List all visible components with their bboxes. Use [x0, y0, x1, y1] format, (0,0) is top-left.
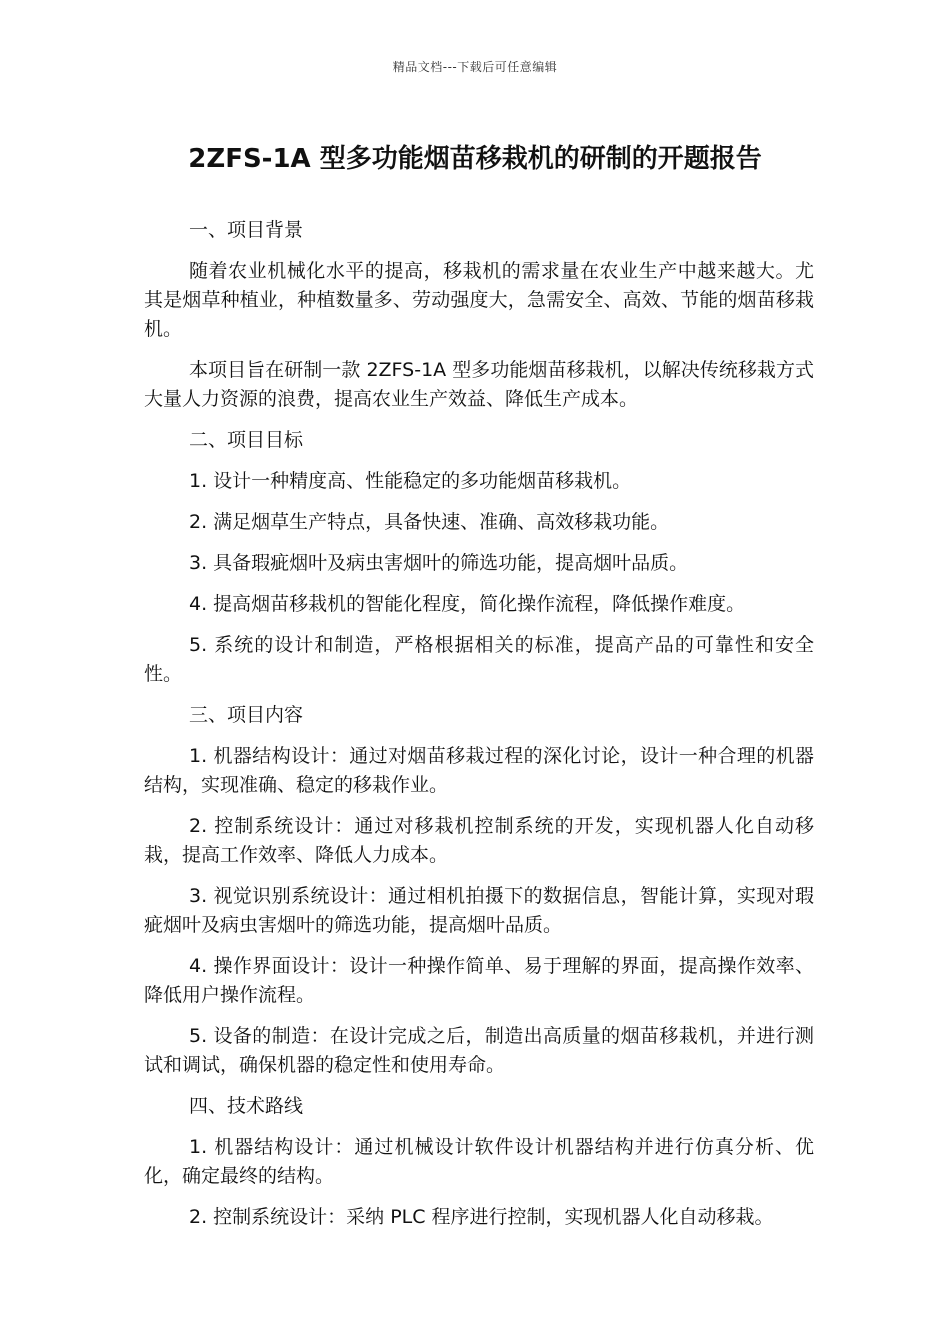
list-item: 5. 系统的设计和制造，严格根据相关的标准，提高产品的可靠性和安全性。	[144, 634, 814, 685]
paragraph: 本项目旨在研制一款 2ZFS-1A 型多功能烟苗移栽机，以解决传统移栽方式大量人力资源的浪费，提高农业生产效益、降低生产成本。	[144, 359, 814, 410]
document-body	[144, 216, 814, 1244]
list-item: 3. 具备瑕疵烟叶及病虫害烟叶的筛选功能，提高烟叶品质。	[189, 552, 689, 574]
paragraph: 随着农业机械化水平的提高，移栽机的需求量在农业生产中越来越大。尤其是烟草种植业，种植数量多、劳动强度大，急需安全、高效、节能的烟苗移栽机。	[144, 260, 814, 340]
document-title: 2ZFS-1A 型多功能烟苗移栽机的研制的开题报告	[188, 144, 762, 174]
section-heading: 四、技术路线	[189, 1095, 304, 1117]
section-goals	[144, 426, 814, 689]
section-heading: 一、项目背景	[189, 219, 304, 241]
list-item: 1. 设计一种精度高、性能稳定的多功能烟苗移栽机。	[189, 470, 632, 492]
list-item: 4. 提高烟苗移栽机的智能化程度，简化操作流程，降低操作难度。	[189, 593, 746, 615]
section-heading: 三、项目内容	[189, 704, 304, 726]
list-item: 5. 设备的制造：在设计完成之后，制造出高质量的烟苗移栽机，并进行测试和调试，确保机器的稳定性和使用寿命。	[144, 1025, 814, 1076]
list-item: 3. 视觉识别系统设计：通过相机拍摄下的数据信息，智能计算，实现对瑕疵烟叶及病虫害烟叶的筛选功能，提高烟叶品质。	[144, 885, 814, 936]
section-technical-route	[144, 1092, 814, 1232]
list-item: 1. 机器结构设计：通过机械设计软件设计机器结构并进行仿真分析、优化，确定最终的结构。	[144, 1136, 814, 1187]
list-item: 2. 控制系统设计：采纳 PLC 程序进行控制，实现机器人化自动移栽。	[189, 1206, 774, 1228]
list-item: 2. 控制系统设计：通过对移栽机控制系统的开发，实现机器人化自动移栽，提高工作效率、降低人力成本。	[144, 815, 814, 866]
section-heading: 二、项目目标	[189, 429, 304, 451]
list-item: 2. 满足烟草生产特点，具备快速、准确、高效移栽功能。	[189, 511, 670, 533]
section-content	[144, 701, 814, 1080]
list-item: 1. 机器结构设计：通过对烟苗移栽过程的深化讨论，设计一种合理的机器结构，实现准确、稳定的移栽作业。	[144, 745, 814, 796]
list-item: 4. 操作界面设计：设计一种操作简单、易于理解的界面，提高操作效率、降低用户操作流程。	[144, 955, 814, 1006]
header-note: 精品文档---下载后可任意编辑	[392, 60, 558, 74]
section-background	[144, 216, 814, 414]
